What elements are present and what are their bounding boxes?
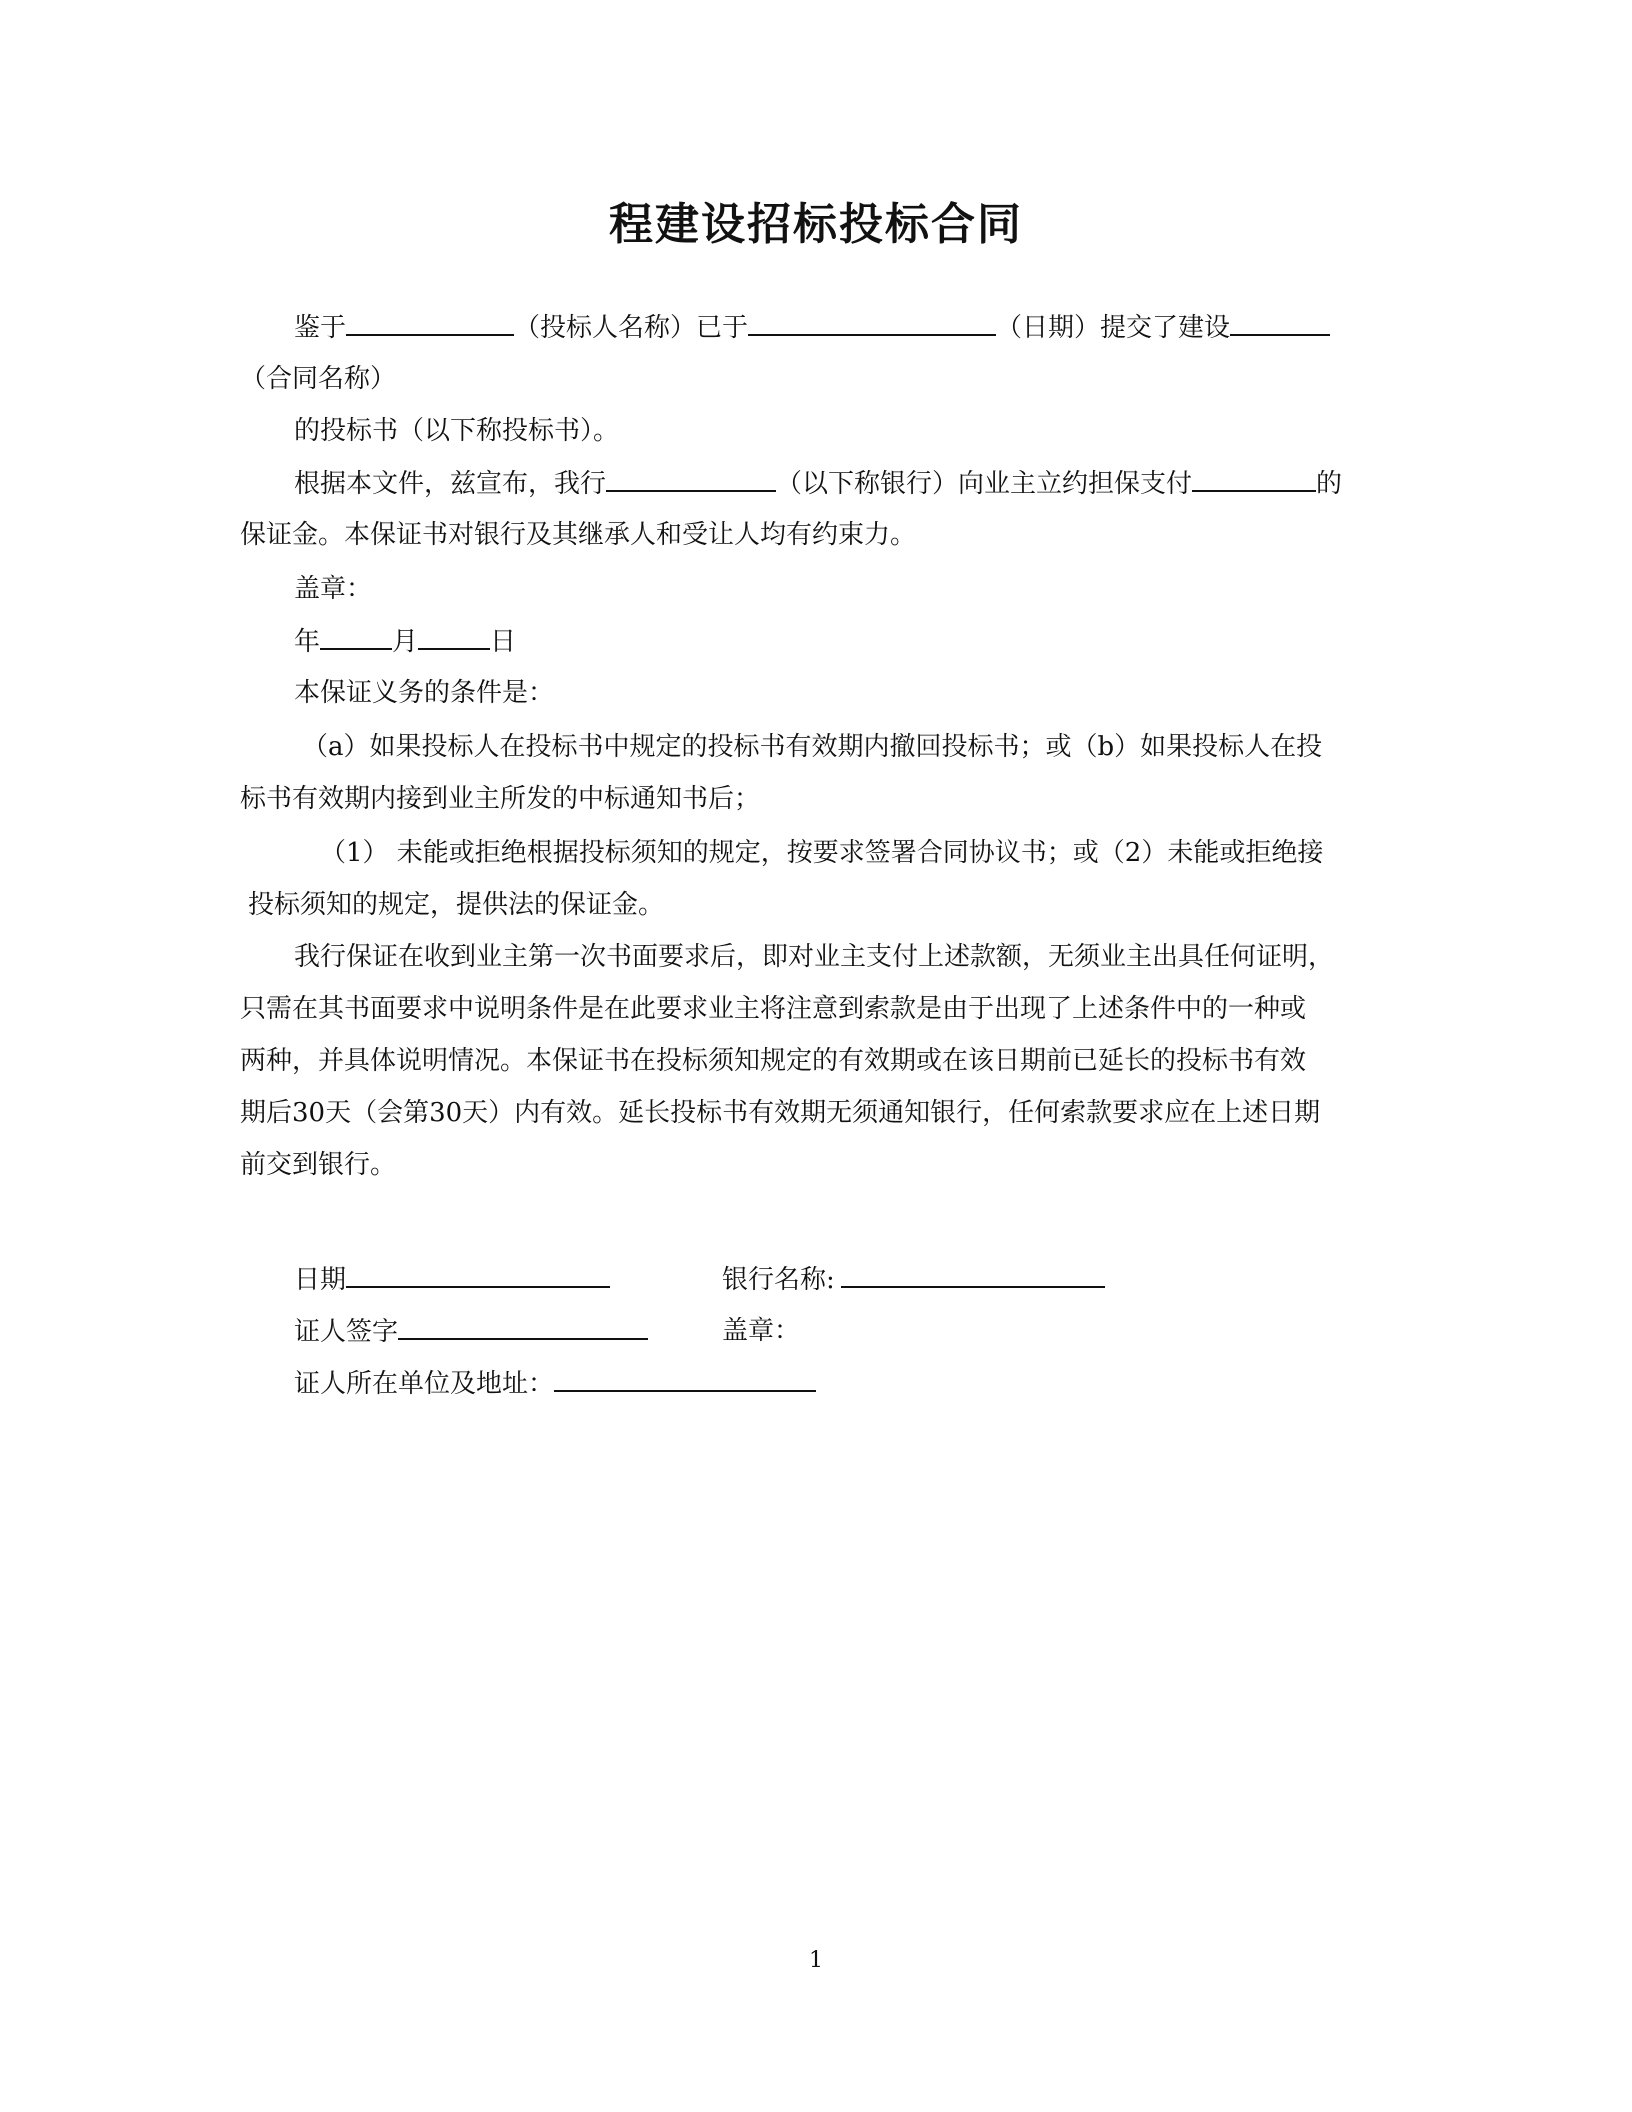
bank-name-blank[interactable] [841, 1262, 1105, 1288]
intro-text-2: （投标人名称）已于 [514, 313, 749, 343]
year-label: 年 [294, 627, 321, 657]
bank-seal-label: 盖章： [722, 1316, 801, 1346]
witness-label: 证人签字 [294, 1317, 399, 1347]
guarantee-line-4: 期后30天（会第30天）内有效。延长投标书有效期无须通知银行，任何索款要求应在上述日期 [240, 1098, 1321, 1128]
bank-name-label: 银行名称: [722, 1265, 835, 1295]
day-blank[interactable] [418, 624, 490, 650]
month-label: 月 [392, 627, 419, 657]
date-line [294, 624, 516, 659]
binding-line: 保证金。本保证书对银行及其继承人和受让人均有约束力。 [240, 520, 917, 550]
witness-address-blank[interactable] [554, 1366, 816, 1392]
witness-address-label: 证人所在单位及地址： [294, 1369, 555, 1399]
guarantee-line-2: 只需在其书面要求中说明条件是在此要求业主将注意到索款是由于出现了上述条件中的一种或 [240, 994, 1307, 1024]
day-label: 日 [490, 627, 517, 657]
page-title: 程建设招标投标合同 [609, 199, 1023, 250]
guarantee-line-3: 两种，并具体说明情况。本保证书在投标须知规定的有效期或在该日期前已延长的投标书有效 [240, 1046, 1307, 1076]
sign-date-label: 日期 [294, 1265, 347, 1295]
contract-name-line: （合同名称） [240, 364, 397, 394]
intro-line [294, 310, 1330, 345]
witness-address-field [294, 1366, 816, 1401]
month-blank[interactable] [320, 624, 392, 650]
intro-text-3: （日期）提交了建设 [996, 313, 1231, 343]
guarantee-line-1: 我行保证在收到业主第一次书面要求后，即对业主支付上述款额，无须业主出具任何证明， [294, 942, 1335, 972]
sign-date-blank[interactable] [346, 1262, 610, 1288]
condition-a-line: （a）如果投标人在投标书中规定的投标书有效期内撤回投标书；或（b）如果投标人在投 [302, 732, 1323, 762]
conditions-heading: 本保证义务的条件是： [294, 678, 555, 708]
sign-date-field [294, 1262, 610, 1297]
declaration-line [294, 466, 1342, 501]
page-number: 1 [809, 1948, 823, 1973]
condition-a-cont-line: 标书有效期内接到业主所发的中标通知书后； [240, 784, 761, 814]
declaration-text-3: 的 [1316, 469, 1343, 499]
declaration-text-1: 根据本文件，兹宣布，我行 [294, 469, 607, 499]
condition-1-cont-line: 投标须知的规定，提供法的保证金。 [248, 890, 665, 920]
date-blank[interactable] [748, 310, 996, 336]
witness-field [294, 1314, 648, 1349]
witness-signature-blank[interactable] [398, 1314, 648, 1340]
seal-line: 盖章： [294, 574, 373, 604]
bank-seal-field [722, 1314, 800, 1348]
amount-blank[interactable] [1192, 466, 1316, 492]
contract-name-blank[interactable] [1230, 310, 1330, 336]
bank-blank[interactable] [606, 466, 776, 492]
bidder-name-blank[interactable] [346, 310, 514, 336]
intro-text-1: 鉴于 [294, 313, 347, 343]
declaration-text-2: （以下称银行）向业主立约担保支付 [776, 469, 1193, 499]
condition-1-line: （1） 未能或拒绝根据投标须知的规定，按要求签署合同协议书；或（2）未能或拒绝接 [320, 838, 1324, 868]
guarantee-line-5: 前交到银行。 [240, 1150, 397, 1180]
bank-name-field [722, 1262, 1105, 1297]
bid-doc-line: 的投标书（以下称投标书）。 [294, 416, 620, 446]
